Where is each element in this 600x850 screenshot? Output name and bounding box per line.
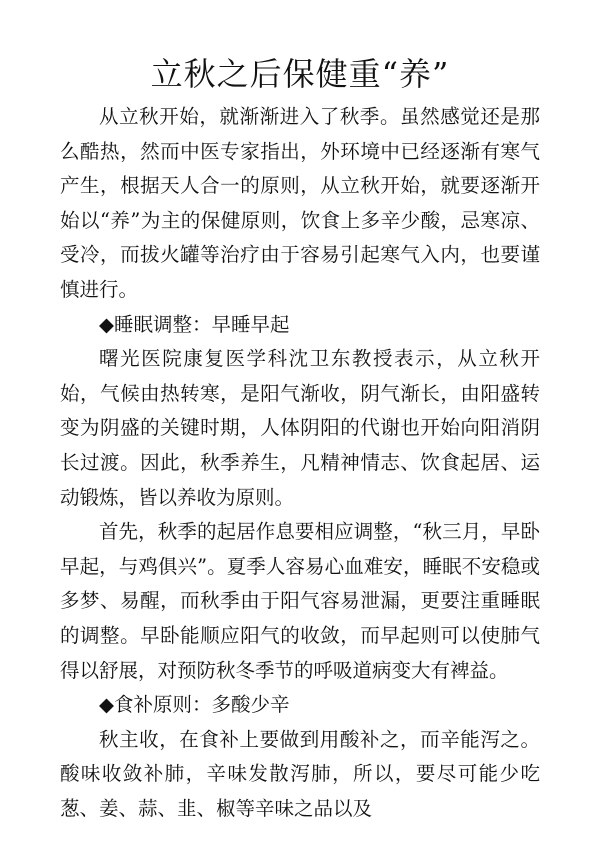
section-heading-text: 食补原则：多酸少辛: [114, 693, 290, 717]
diamond-bullet-icon: ◆: [99, 693, 114, 717]
document-title: 立秋之后保健重“养”: [150, 55, 450, 93]
section-heading-sleep: [60, 308, 540, 343]
section-heading-text: 睡眠调整：早睡早起: [114, 312, 290, 336]
diet-paragraph-1: 秋主收，在食补上要做到用酸补之，而辛能泻之。酸味收敛补肺，辛味发散泻肺，所以，要尽可能少吃葱、姜、蒜、韭、椒等辛味之品以及: [60, 727, 540, 820]
intro-paragraph: 从立秋开始，就渐渐进入了秋季。虽然感觉还是那么酷热，然而中医专家指出，外环境中已经逐渐有寒气产生，根据天人合一的原则，从立秋开始，就要逐渐开始以“养”为主的保健原则，饮食上多辛少酸，忌寒凉、受冷，而拔火罐等治疗由于容易引起寒气入内，也要谨慎进行。: [60, 105, 540, 301]
section-heading-diet: [60, 688, 540, 723]
diamond-bullet-icon: ◆: [99, 312, 114, 336]
document-page: [60, 52, 540, 826]
sleep-paragraph-2: 首先，秋季的起居作息要相应调整，“秋三月，早卧早起，与鸡俱兴”。夏季人容易心血难安，睡眠不安稳或多梦、易醒，而秋季由于阳气容易泄漏，更要注重睡眠的调整。早卧能顺应阳气的收敛，而早起则可以使肺气得以舒展，对预防秋冬季节的呼吸道病变大有裨益。: [60, 520, 540, 682]
sleep-paragraph-1: 曙光医院康复医学科沈卫东教授表示，从立秋开始，气候由热转寒，是阳气渐收，阴气渐长，由阳盛转变为阴盛的关键时期，人体阴阳的代谢也开始向阳消阴长过渡。因此，秋季养生，凡精神情志、饮食起居、运动锻炼，皆以养收为原则。: [60, 347, 540, 509]
